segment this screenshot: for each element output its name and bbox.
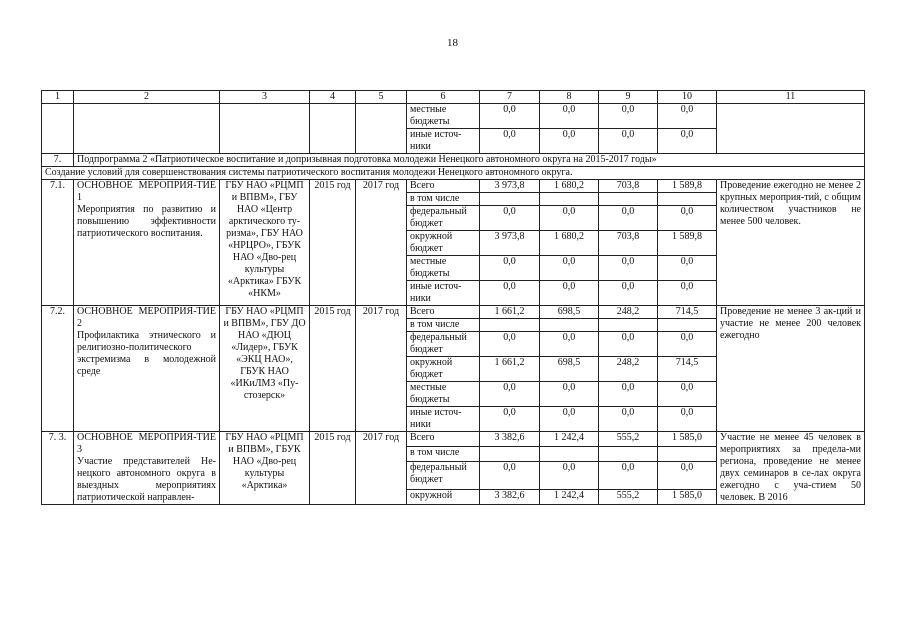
amount-cell: 1 585,0 bbox=[658, 490, 717, 505]
end-year: 2017 год bbox=[356, 306, 407, 432]
source-label: иные источ-ники bbox=[407, 281, 480, 306]
measure-number: 7.1. bbox=[42, 180, 74, 306]
column-number: 7 bbox=[480, 91, 540, 104]
executor: ГБУ НАО «РЦМП и ВПВМ», ГБУ ДО НАО «ДЮЦ «Лидер», ГБУК «ЭКЦ НАО», ГБУК НАО «ИКиЛМЗ «Пу-стозерск» bbox=[220, 306, 310, 432]
measure-text: Участие представителей Не-нецкого автономного округа в выездных мероприятиях патриотической направлен- bbox=[77, 456, 216, 503]
amount-cell bbox=[599, 193, 658, 206]
expected-result: Проведение ежегодно не менее 2 крупных мероприя-тий, с общим количеством участников не менее 500 человек. bbox=[717, 180, 865, 306]
source-label: федеральный бюджет bbox=[407, 206, 480, 231]
amount-cell: 0,0 bbox=[599, 129, 658, 154]
amount-cell: 1 242,4 bbox=[540, 490, 599, 505]
amount-cell: 248,2 bbox=[599, 306, 658, 319]
goal-text: Создание условий для совершенствования системы патриотического воспитания молодежи Ненецкого автономного округа. bbox=[42, 167, 865, 180]
end-year: 2017 год bbox=[356, 432, 407, 505]
source-label: иные источ-ники bbox=[407, 129, 480, 154]
amount-cell bbox=[658, 446, 717, 461]
amount-cell: 0,0 bbox=[480, 104, 540, 129]
amount-cell: 698,5 bbox=[540, 357, 599, 382]
source-label: в том числе bbox=[407, 446, 480, 461]
budget-table bbox=[41, 90, 865, 505]
source-label: в том числе bbox=[407, 193, 480, 206]
measure-title: ОСНОВНОЕ МЕРОПРИЯ-ТИЕ 1 bbox=[77, 180, 216, 203]
amount-cell: 3 382,6 bbox=[480, 432, 540, 447]
amount-cell: 0,0 bbox=[540, 281, 599, 306]
measure-text: Профилактика этнического и религиозно-политического экстремизма в молодежной среде bbox=[77, 330, 216, 377]
measure-number: 7. 3. bbox=[42, 432, 74, 505]
amount-cell bbox=[480, 193, 540, 206]
amount-cell: 0,0 bbox=[599, 281, 658, 306]
amount-cell: 1 680,2 bbox=[540, 231, 599, 256]
amount-cell: 555,2 bbox=[599, 432, 658, 447]
amount-cell: 0,0 bbox=[658, 256, 717, 281]
column-number: 9 bbox=[599, 91, 658, 104]
amount-cell: 3 973,8 bbox=[480, 231, 540, 256]
amount-cell: 0,0 bbox=[480, 461, 540, 490]
column-number: 6 bbox=[407, 91, 480, 104]
table-cell bbox=[74, 104, 220, 154]
amount-cell: 0,0 bbox=[540, 206, 599, 231]
amount-cell: 0,0 bbox=[658, 407, 717, 432]
amount-cell: 248,2 bbox=[599, 357, 658, 382]
amount-cell: 698,5 bbox=[540, 306, 599, 319]
amount-cell: 714,5 bbox=[658, 357, 717, 382]
column-number: 10 bbox=[658, 91, 717, 104]
amount-cell: 0,0 bbox=[540, 382, 599, 407]
source-label: федеральный бюджет bbox=[407, 332, 480, 357]
column-number: 11 bbox=[717, 91, 865, 104]
amount-cell: 1 680,2 bbox=[540, 180, 599, 193]
subprogram-title: Подпрограмма 2 «Патриотическое воспитание и допризывная подготовка молодежи Ненецкого автономного округа на 2015-2017 годы» bbox=[74, 154, 865, 167]
amount-cell bbox=[599, 319, 658, 332]
amount-cell: 0,0 bbox=[480, 407, 540, 432]
amount-cell: 0,0 bbox=[480, 256, 540, 281]
source-label: Всего bbox=[407, 306, 480, 319]
amount-cell: 0,0 bbox=[540, 332, 599, 357]
column-number: 4 bbox=[310, 91, 356, 104]
column-number-row bbox=[42, 91, 865, 104]
measure-title: ОСНОВНОЕ МЕРОПРИЯ-ТИЕ 2 bbox=[77, 306, 216, 329]
amount-cell: 0,0 bbox=[480, 206, 540, 231]
end-year: 2017 год bbox=[356, 180, 407, 306]
amount-cell: 0,0 bbox=[599, 206, 658, 231]
measure-description bbox=[74, 180, 220, 306]
source-label: в том числе bbox=[407, 319, 480, 332]
amount-cell: 0,0 bbox=[480, 332, 540, 357]
expected-result: Проведение не менее 3 ак-ций и участие не менее 200 человек ежегодно bbox=[717, 306, 865, 432]
amount-cell: 1 661,2 bbox=[480, 357, 540, 382]
measure-row bbox=[42, 306, 865, 319]
continuation-row bbox=[42, 104, 865, 129]
column-number: 5 bbox=[356, 91, 407, 104]
measure-row bbox=[42, 432, 865, 447]
executor: ГБУ НАО «РЦМП и ВПВМ», ГБУ НАО «Центр арктического ту-ризма», ГБУ НАО «НРЦРО», ГБУК НАО «Дво-рец культуры «Арктика» ГБУК «НКМ» bbox=[220, 180, 310, 306]
amount-cell: 0,0 bbox=[658, 461, 717, 490]
amount-cell: 0,0 bbox=[599, 461, 658, 490]
amount-cell: 0,0 bbox=[480, 129, 540, 154]
amount-cell: 0,0 bbox=[540, 461, 599, 490]
measure-text: Мероприятия по развитию и повышению эффективности патриотического воспитания. bbox=[77, 204, 216, 239]
measure-description bbox=[74, 306, 220, 432]
amount-cell bbox=[540, 446, 599, 461]
amount-cell: 0,0 bbox=[599, 332, 658, 357]
start-year: 2015 год bbox=[310, 432, 356, 505]
source-label: окружной бюджет bbox=[407, 357, 480, 382]
executor: ГБУ НАО «РЦМП и ВПВМ», ГБУК НАО «Дво-рец культуры «Арктика» bbox=[220, 432, 310, 505]
amount-cell: 0,0 bbox=[658, 104, 717, 129]
amount-cell: 0,0 bbox=[540, 104, 599, 129]
table-cell bbox=[42, 104, 74, 154]
source-label: окружной bbox=[407, 490, 480, 505]
amount-cell: 3 382,6 bbox=[480, 490, 540, 505]
amount-cell: 0,0 bbox=[599, 407, 658, 432]
source-label: федеральный бюджет bbox=[407, 461, 480, 490]
measure-title: ОСНОВНОЕ МЕРОПРИЯ-ТИЕ 3 bbox=[77, 432, 216, 455]
amount-cell bbox=[599, 446, 658, 461]
table-cell bbox=[717, 104, 865, 154]
amount-cell: 703,8 bbox=[599, 180, 658, 193]
amount-cell: 0,0 bbox=[599, 104, 658, 129]
page-number: 18 bbox=[447, 37, 458, 49]
amount-cell: 714,5 bbox=[658, 306, 717, 319]
amount-cell: 703,8 bbox=[599, 231, 658, 256]
goal-row bbox=[42, 167, 865, 180]
column-number: 1 bbox=[42, 91, 74, 104]
amount-cell: 0,0 bbox=[480, 281, 540, 306]
column-number: 2 bbox=[74, 91, 220, 104]
source-label: местные бюджеты bbox=[407, 382, 480, 407]
amount-cell: 1 589,8 bbox=[658, 231, 717, 256]
amount-cell: 0,0 bbox=[658, 206, 717, 231]
measure-number: 7.2. bbox=[42, 306, 74, 432]
table-cell bbox=[356, 104, 407, 154]
measure-description bbox=[74, 432, 220, 505]
amount-cell bbox=[540, 193, 599, 206]
amount-cell: 0,0 bbox=[658, 281, 717, 306]
source-label: Всего bbox=[407, 432, 480, 447]
column-number: 3 bbox=[220, 91, 310, 104]
amount-cell bbox=[658, 319, 717, 332]
source-label: иные источ-ники bbox=[407, 407, 480, 432]
source-label: Всего bbox=[407, 180, 480, 193]
table-cell bbox=[310, 104, 356, 154]
amount-cell: 0,0 bbox=[599, 256, 658, 281]
amount-cell bbox=[480, 319, 540, 332]
amount-cell: 1 589,8 bbox=[658, 180, 717, 193]
amount-cell: 0,0 bbox=[480, 382, 540, 407]
amount-cell: 555,2 bbox=[599, 490, 658, 505]
subprogram-number: 7. bbox=[42, 154, 74, 167]
amount-cell: 0,0 bbox=[540, 129, 599, 154]
source-label: местные бюджеты bbox=[407, 104, 480, 129]
amount-cell: 3 973,8 bbox=[480, 180, 540, 193]
source-label: местные бюджеты bbox=[407, 256, 480, 281]
expected-result: Участие не менее 45 человек в мероприятиях за предела-ми региона, проведение не менее двух семинаров в се-лах округа ежегодно с уча-стием 50 человек. В 2016 bbox=[717, 432, 865, 505]
amount-cell: 0,0 bbox=[658, 382, 717, 407]
amount-cell bbox=[658, 193, 717, 206]
amount-cell: 0,0 bbox=[599, 382, 658, 407]
amount-cell: 1 242,4 bbox=[540, 432, 599, 447]
amount-cell: 0,0 bbox=[658, 129, 717, 154]
column-number: 8 bbox=[540, 91, 599, 104]
amount-cell: 0,0 bbox=[658, 332, 717, 357]
amount-cell bbox=[540, 319, 599, 332]
measure-row bbox=[42, 180, 865, 193]
start-year: 2015 год bbox=[310, 180, 356, 306]
amount-cell: 0,0 bbox=[540, 407, 599, 432]
table-cell bbox=[220, 104, 310, 154]
start-year: 2015 год bbox=[310, 306, 356, 432]
source-label: окружной бюджет bbox=[407, 231, 480, 256]
subprogram-row bbox=[42, 154, 865, 167]
amount-cell bbox=[480, 446, 540, 461]
amount-cell: 1 661,2 bbox=[480, 306, 540, 319]
amount-cell: 0,0 bbox=[540, 256, 599, 281]
amount-cell: 1 585,0 bbox=[658, 432, 717, 447]
